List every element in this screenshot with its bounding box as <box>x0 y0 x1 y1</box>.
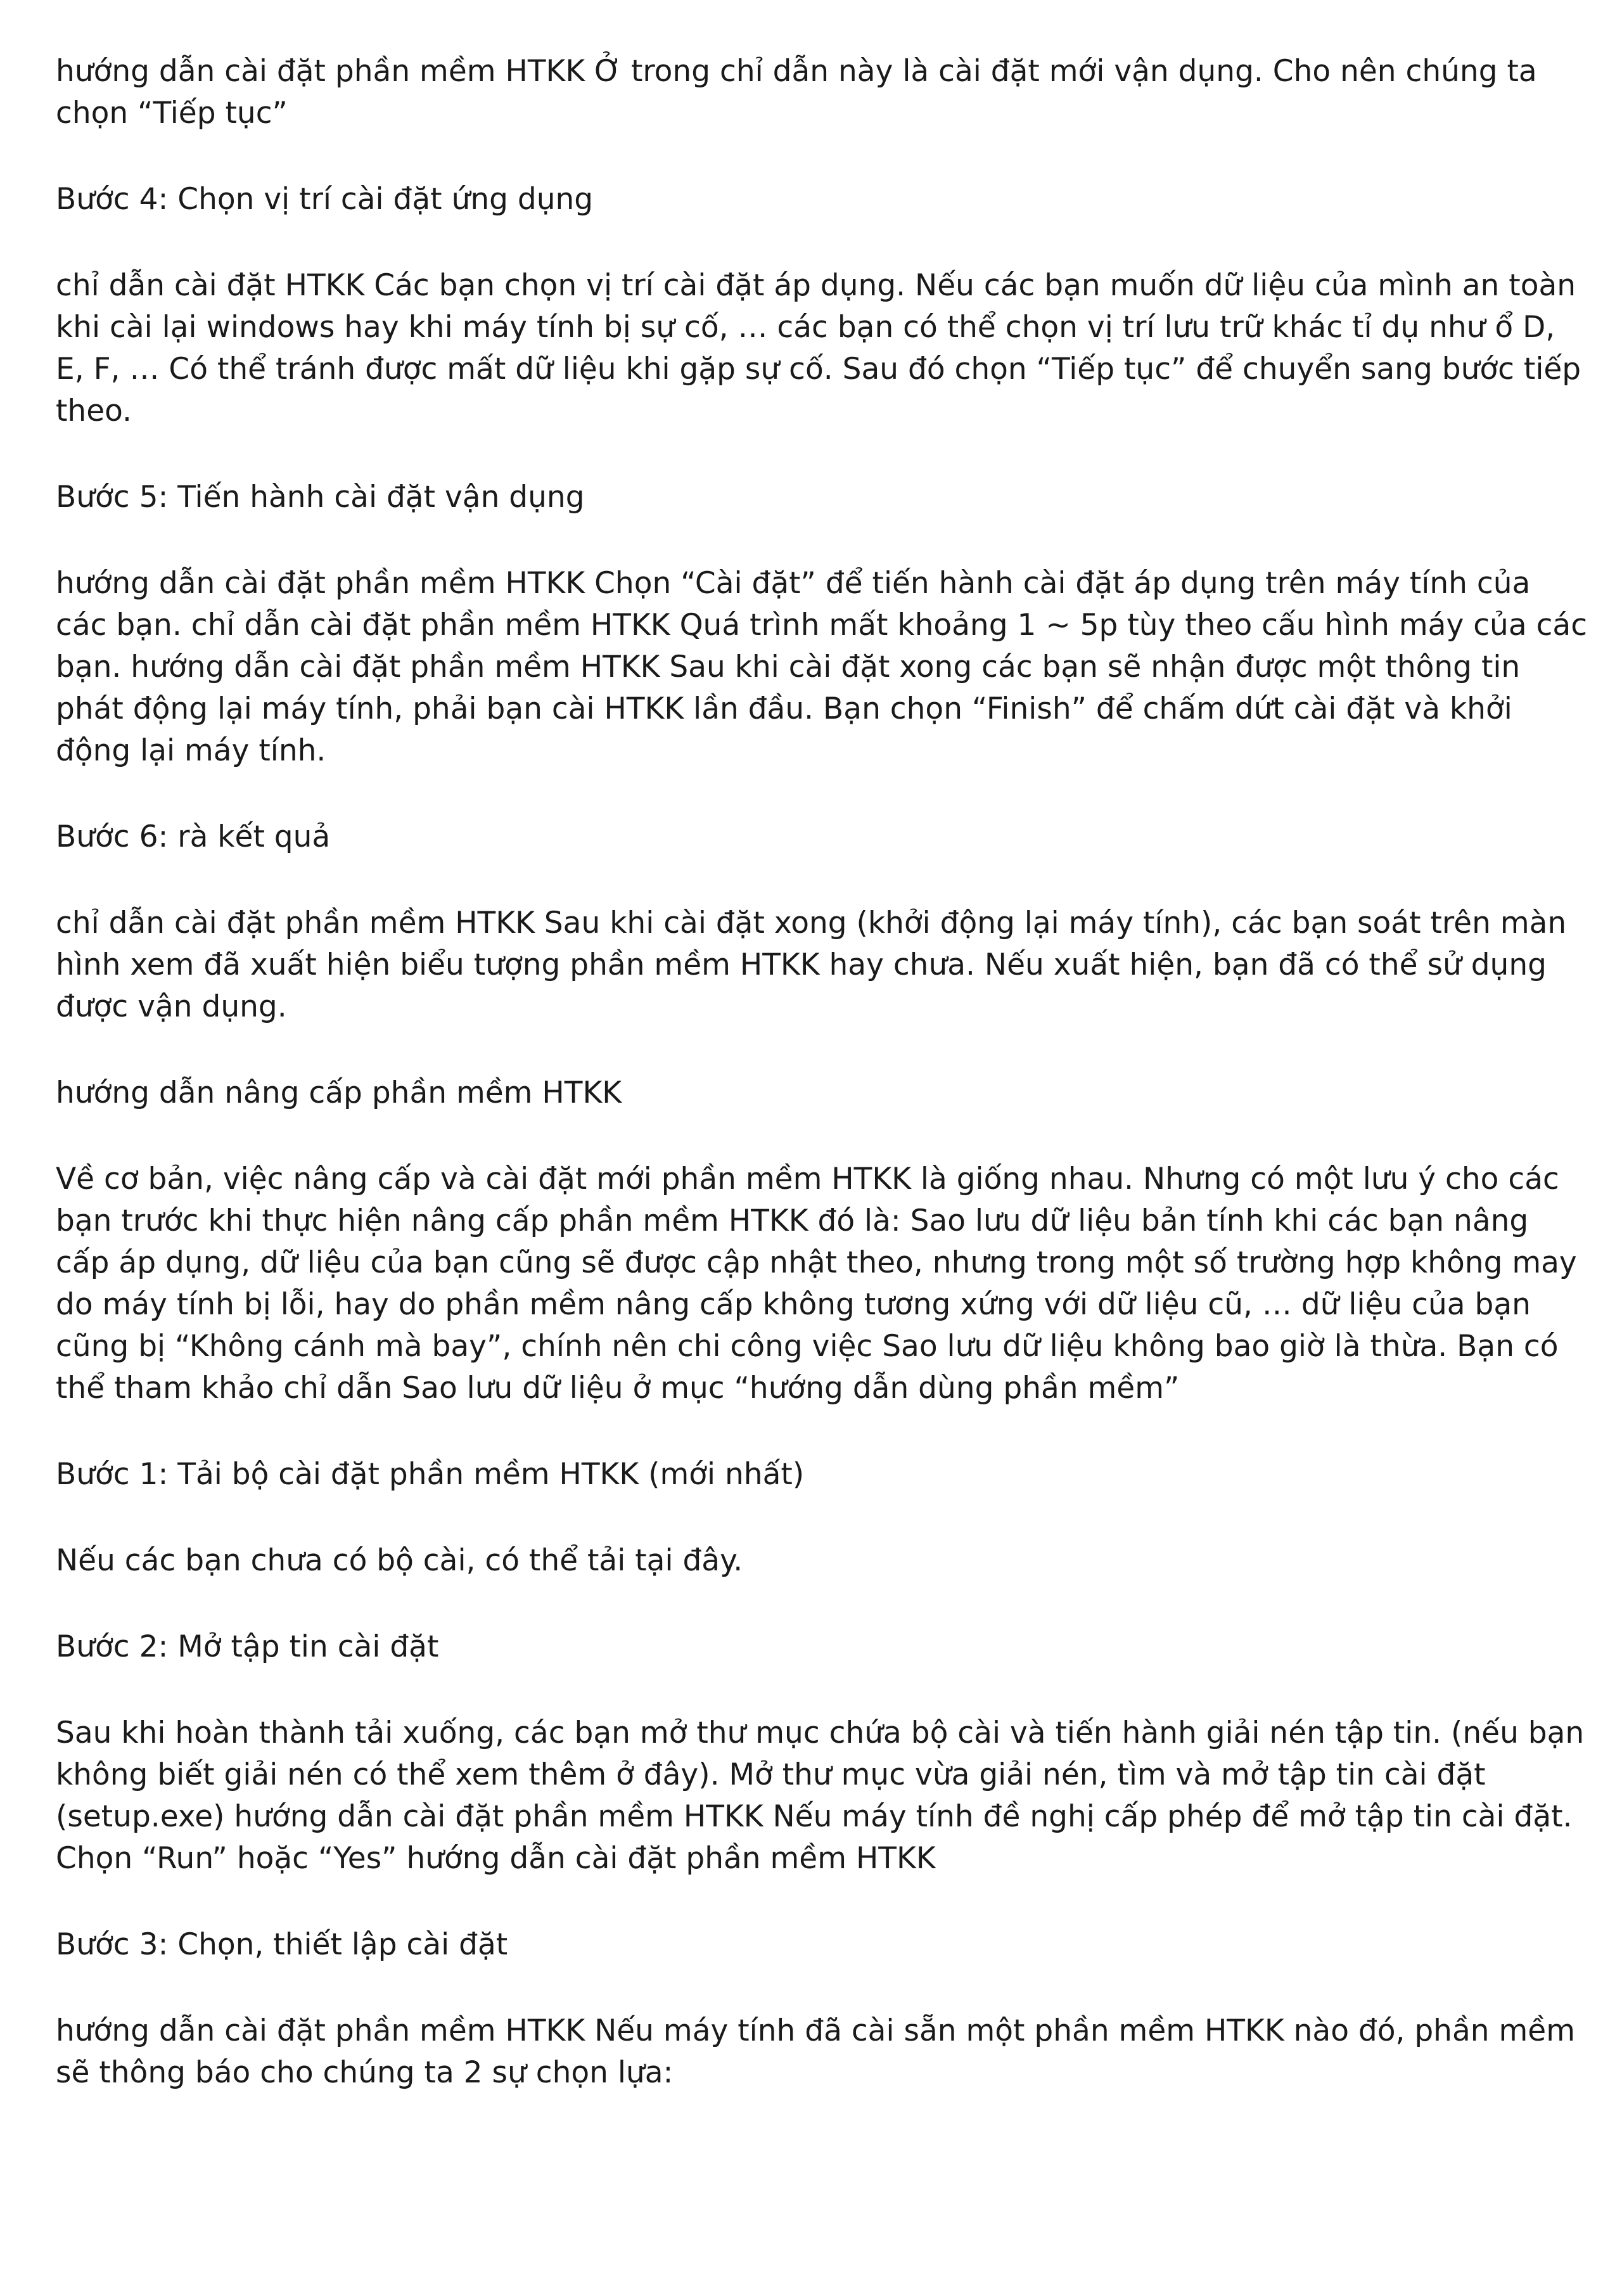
step-5-heading: Bước 5: Tiến hành cài đặt vận dụng <box>56 480 585 515</box>
upgrade-step-3-body: hướng dẫn cài đặt phần mềm HTKK Nếu máy tính đã cài sẵn một phần mềm HTKK nào đó, phần mềm sẽ thông báo cho chúng ta 2 sự chọn lựa: <box>56 2013 1575 2090</box>
upgrade-step-2-body: Sau khi hoàn thành tải xuống, các bạn mở thư mục chứa bộ cài và tiến hành giải nén tập tin. (nếu bạn không biết giải nén có thể xem thêm ở đây). Mở thư mục vừa giải nén, tìm và mở tập tin cài đặt (setup.exe) hướng dẫn cài đặt phần mềm HTKK Nếu máy tính đề nghị cấp phép để mở tập tin cài đặt. Chọn “Run” hoặc “Yes” hướng dẫn cài đặt phần mềm HTKK <box>56 1716 1585 1876</box>
step-6-body: chỉ dẫn cài đặt phần mềm HTKK Sau khi cài đặt xong (khởi động lại máy tính), các bạn soát trên màn hình xem đã xuất hiện biểu tượng phần mềm HTKK hay chưa. Nếu xuất hiện, bạn đã có thể sử dụng được vận dụng. <box>56 906 1567 1024</box>
paragraph-intro: hướng dẫn cài đặt phần mềm HTKK Ở trong chỉ dẫn này là cài đặt mới vận dụng. Cho nên chúng ta chọn “Tiếp tục” <box>56 54 1537 131</box>
step-6-heading: Bước 6: rà kết quả <box>56 819 331 854</box>
step-5-body: hướng dẫn cài đặt phần mềm HTKK Chọn “Cài đặt” để tiến hành cài đặt áp dụng trên máy tính của các bạn. chỉ dẫn cài đặt phần mềm HTKK Quá trình mất khoảng 1 ~ 5p tùy theo cấu hình máy của các bạn. hướng dẫn cài đặt phần mềm HTKK Sau khi cài đặt xong các bạn sẽ nhận được một thông tin phát động lại máy tính, phải bạn cài HTKK lần đầu. Bạn chọn “Finish” để chấm dứt cài đặt và khởi động lại máy tính. <box>56 566 1588 768</box>
upgrade-step-3-heading: Bước 3: Chọn, thiết lập cài đặt <box>56 1927 508 1962</box>
upgrade-section-body: Về cơ bản, việc nâng cấp và cài đặt mới phần mềm HTKK là giống nhau. Nhưng có một lưu ý cho các bạn trước khi thực hiện nâng cấp phần mềm HTKK đó là: Sao lưu dữ liệu bản tính khi các bạn nâng cấp áp dụng, dữ liệu của bạn cũng sẽ được cập nhật theo, nhưng trong một số trường hợp không may do máy tính bị lỗi, hay do phần mềm nâng cấp không tương xứng với dữ liệu cũ, … dữ liệu của bạn cũng bị “Không cánh mà bay”, chính nên chi công việc Sao lưu dữ liệu không bao giờ là thừa. Bạn có thể tham khảo chỉ dẫn Sao lưu dữ liệu ở mục “hướng dẫn dùng phần mềm” <box>56 1162 1577 1406</box>
upgrade-step-1-body: Nếu các bạn chưa có bộ cài, có thể tải tại đây. <box>56 1543 743 1578</box>
step-4-heading: Bước 4: Chọn vị trí cài đặt ứng dụng <box>56 182 594 217</box>
upgrade-section-heading: hướng dẫn nâng cấp phần mềm HTKK <box>56 1075 622 1110</box>
upgrade-step-1-heading: Bước 1: Tải bộ cài đặt phần mềm HTKK (mới nhất) <box>56 1457 805 1492</box>
document-body <box>56 51 1589 2138</box>
step-4-body: chỉ dẫn cài đặt HTKK Các bạn chọn vị trí cài đặt áp dụng. Nếu các bạn muốn dữ liệu của mình an toàn khi cài lại windows hay khi máy tính bị sự cố, … các bạn có thể chọn vị trí lưu trữ khác tỉ dụ như ổ D, E, F, … Có thể tránh được mất dữ liệu khi gặp sự cố. Sau đó chọn “Tiếp tục” để chuyển sang bước tiếp theo. <box>56 268 1581 428</box>
upgrade-step-2-heading: Bước 2: Mở tập tin cài đặt <box>56 1629 439 1664</box>
